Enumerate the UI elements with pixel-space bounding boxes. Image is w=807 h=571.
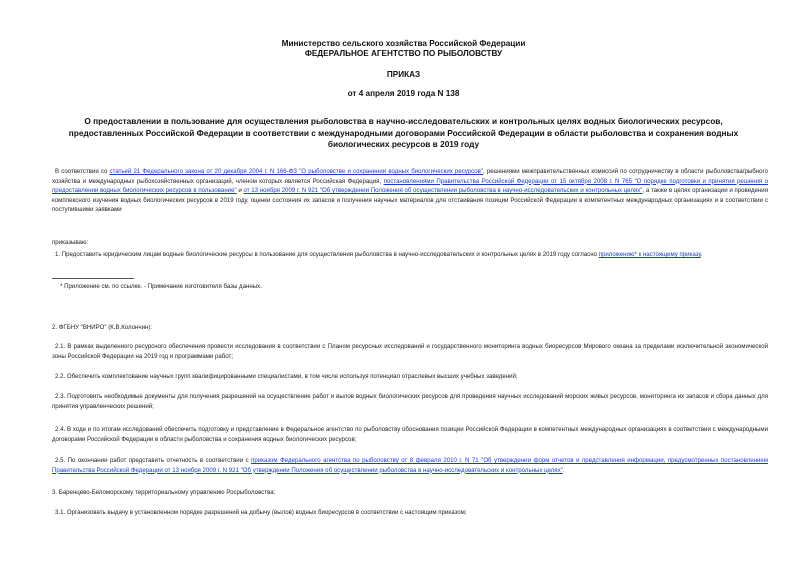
item-2-3: 2.3. Подготовить необходимые документы для получения разрешений на осуществление работ и вылов водных биологических ресурсов для проведения научных исследований морских живых ресурсов, мониторинга их запасов и сбора данных для принятия управленческих решений; [52, 393, 768, 410]
appendix-link[interactable]: приложению* к настоящему приказу [598, 251, 701, 258]
resolution-921-link[interactable]: от 13 ноября 2009 г. N 921 "Об утверждении Положения об осуществлении рыболовства в научно-исследовательских и контрольных целях" [243, 187, 643, 195]
title-line-3: биологических ресурсов в 2019 году [327, 139, 480, 149]
order-71-link[interactable]: приказом Федерального агентства по рыболовству от 8 февраля 2010 г. N 71 "Об утверждении форм отчетов и представления информации, предусмотренных постановлением Правительства Российской Федерации от 13 ноября 2009 г. N 921 "Об утверждении Положения об осуществлении рыболовства в научно-исследовательских и контрольных целях" [52, 457, 768, 474]
footnote: * Приложение см. по ссылке. - Примечание изготовителя базы данных. [60, 283, 262, 290]
preamble-text-3: и [236, 187, 244, 195]
title-line-2: предоставленных Российской Федерации в соответствии с международными договорами Российской Федерации в области рыболовства и сохранения водных [68, 127, 739, 138]
document-date-number: от 4 апреля 2019 года N 138 [347, 89, 460, 98]
item-2-2: 2.2. Обеспечить комплектование научных групп квалифицированными специалистами, в том числе используя потенциал отраслевых высших учебных заведений; [55, 373, 518, 380]
item-3: 3. Баренцево-Беломорскому территориальному управлению Росрыболовства: [52, 489, 276, 496]
law-166-fz-link[interactable]: статьей 21 Федерального закона от 20 декабря 2004 г. N 166-ФЗ "О рыболовстве и сохранении водных биологических ресурсов" [109, 168, 484, 175]
agency-heading: ФЕДЕРАЛЬНОЕ АГЕНТСТВО ПО РЫБОЛОВСТВУ [304, 49, 503, 58]
document-title [40, 116, 767, 151]
preamble-text-2: , решениями межправительственных комиссий по сотрудничеству в области рыболовства/рыбного хозяйства и международных рыбохозяйственных организаций, членом которых является Российская Федерация, [52, 168, 768, 185]
item-1-text: 1. Предоставить юридическим лицам водные биологические ресурсы в пользование для осуществления рыболовства в научно-исследовательских и контрольных целях в 2019 году согласно [55, 251, 599, 258]
item-2-5-text: 2.5. По окончании работ представить отчетность в соответствии с [55, 457, 252, 464]
item-3-1: 3.1. Организовать выдачу в установленном порядке разрешений на добычу (вылов) водных биоресурсов в соответствии с настоящим приказом; [55, 509, 467, 516]
title-line-1: О предоставлении в пользование для осуществления рыболовства в научно-исследовательских и контрольных целях водных биологических ресурсов, [84, 116, 723, 126]
preamble-text-4: , а также в целях организации и проведения комплексного изучения водных биологических ресурсов в 2019 году, оценки состояния их запасов и получения научных материалов для отстаивания позиции Российской Федерации в компетентных международных организациях и в соответствии с поступившими заявками [52, 187, 768, 214]
preamble-text-1: В соответствии со [55, 168, 110, 175]
item-1-end: . [700, 251, 703, 258]
item-2-4: 2.4. В ходе и по итогам исследований обеспечить подготовку и представление в Федеральное агентство по рыболовству обоснования позиции Российской Федерации в компетентных международных организациях в соответствии с международными договорами Российской Федерации в области рыболовства и сохранения водных биологических ресурсов; [52, 426, 768, 443]
item-1 [52, 250, 768, 260]
preamble-paragraph [52, 167, 768, 215]
ministry-heading: Министерство сельского хозяйства Российской Федерации [281, 39, 526, 48]
item-2-5 [52, 456, 768, 475]
document-type: ПРИКАЗ [386, 70, 421, 79]
resolution-765-link[interactable]: постановлениями Правительства Российской Федерации от 15 октября 2008 г. N 765 "О порядке подготовки и принятия решения о предоставлении водных биологических ресурсов в пользование" [52, 177, 768, 195]
orders-word: приказываю: [52, 239, 89, 246]
item-2: 2. ФГБНУ "ВНИРО" (К.В.Колончин): [52, 324, 153, 331]
footnote-divider [52, 278, 134, 279]
item-2-1: 2.1. В рамках выделенного ресурсного обеспечения провести исследования в соответствии с Планом ресурсных исследований и государственного мониторинга водных биоресурсов Мирового океана за пределами исключительной экономической зоны Российской Федерации на 2019 год и программами работ; [52, 343, 768, 360]
item-2-5-end: . [562, 466, 565, 474]
